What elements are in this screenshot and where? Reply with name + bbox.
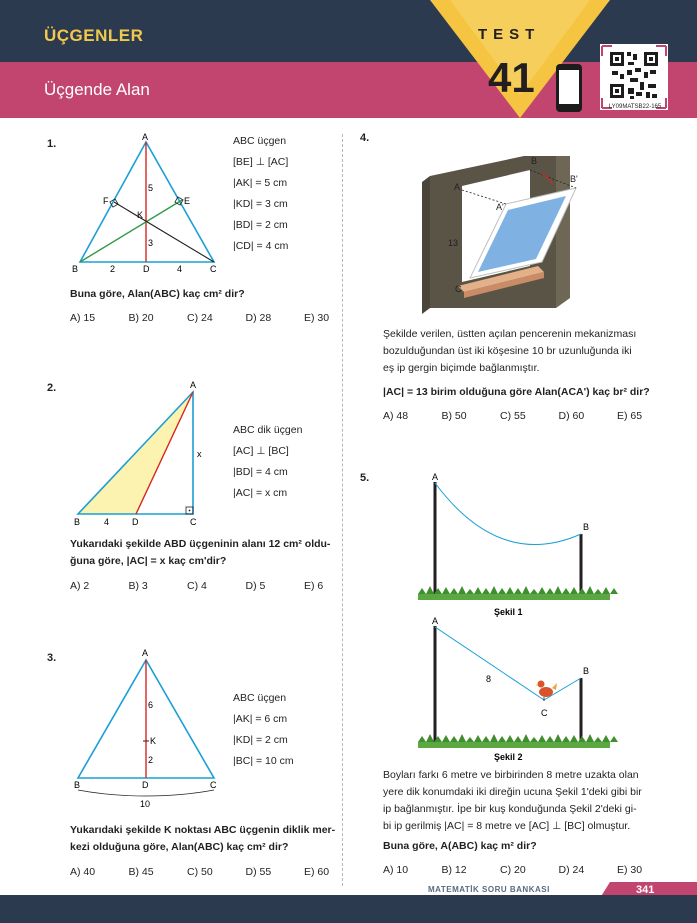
q1-label-bd: 2 xyxy=(110,264,116,274)
question-5-text: Buna göre, A(ABC) kaç m² dir? xyxy=(383,840,537,852)
q1-label-ak: 5 xyxy=(148,183,154,193)
q5-f2-label-b: B xyxy=(583,666,590,676)
question-1-text: Buna göre, Alan(ABC) kaç cm² dir? xyxy=(70,288,245,300)
question-2-number: 2. xyxy=(47,382,57,394)
q5-figure-1-caption: Şekil 1 xyxy=(494,607,523,617)
question-4-number: 4. xyxy=(360,132,370,144)
test-badge-triangle xyxy=(0,0,697,125)
footer-brand: MATEMATİK SORU BANKASI xyxy=(428,885,550,894)
question-1-givens: ABC üçgen [BE] ⊥ [AC] |AK| = 5 cm |KD| = 3 cm |BD| = 2 cm |CD| = 4 cm xyxy=(233,135,289,252)
q5-option-a[interactable]: A) 10 xyxy=(383,864,409,876)
question-2-options xyxy=(70,580,363,592)
q3-label-d: D xyxy=(142,780,149,790)
question-3-text: Yukarıdaki şekilde K noktası ABC üçgenin diklik mer- kezi olduğuna göre, Alan(ABC) kaç cm² dir? xyxy=(70,824,336,853)
q1-label-k: K xyxy=(137,210,144,220)
q1-label-c: C xyxy=(210,264,217,274)
q2-label-b: B xyxy=(74,517,81,527)
question-5-figure-2 xyxy=(410,614,620,764)
q2-option-e[interactable]: E) 6 xyxy=(304,580,324,592)
q3-label-a: A xyxy=(142,648,149,658)
q5-f2-label-len: 8 xyxy=(486,674,492,684)
q3-label-kd: 2 xyxy=(148,755,154,765)
question-3-figure xyxy=(70,644,230,812)
question-1-options xyxy=(70,312,363,324)
q4-option-b[interactable]: B) 50 xyxy=(441,410,467,422)
q4-label-c: C xyxy=(455,284,462,294)
q2-label-c: C xyxy=(190,517,197,527)
q4-label-a1: A' xyxy=(496,202,504,212)
q5-f1-label-b: B xyxy=(583,522,590,532)
q1-label-a: A xyxy=(142,132,149,142)
question-5-paragraph: Boyları farkı 6 metre ve birbirinden 8 metre uzakta olan yere dik konumdaki iki direğin ucuna Şekil 1'deki gibi bir ip bağlanmıştır. İpe bir kuş konduğunda Şekil 2'deki gi- bi ip gerilmiş |AC| = 8 metre ve [AC] ⊥ [BC] olmuştur. xyxy=(383,769,642,832)
qr-code-icon xyxy=(600,44,668,110)
q3-label-bc: 10 xyxy=(140,799,151,809)
bird-icon xyxy=(535,681,557,702)
q2-label-x: x xyxy=(197,449,202,459)
q2-label-bd: 4 xyxy=(104,517,110,527)
q1-option-b[interactable]: B) 20 xyxy=(128,312,154,324)
q2-label-a: A xyxy=(190,380,197,390)
q2-option-c[interactable]: C) 4 xyxy=(187,580,207,592)
q3-option-e[interactable]: E) 60 xyxy=(304,866,330,878)
q2-option-b[interactable]: B) 3 xyxy=(128,580,148,592)
q1-option-c[interactable]: C) 24 xyxy=(187,312,213,324)
q4-label-a: A xyxy=(454,182,461,192)
q4-option-c[interactable]: C) 55 xyxy=(500,410,526,422)
question-2-figure xyxy=(70,374,220,530)
q2-option-a[interactable]: A) 2 xyxy=(70,580,90,592)
q5-option-c[interactable]: C) 20 xyxy=(500,864,526,876)
question-4-paragraph: Şekilde verilen, üstten açılan pencerenin mekanizması bozulduğundan üst iki köşesine 10 br uzunluğunda iki eş ip gergin biçimde bağlanmıştır. xyxy=(383,328,637,374)
q4-label-b: B xyxy=(531,156,538,166)
q1-label-dc: 4 xyxy=(177,264,183,274)
question-5-number: 5. xyxy=(360,472,370,484)
question-3-givens: ABC üçgen |AK| = 6 cm |KD| = 2 cm |BC| = 10 cm xyxy=(233,692,294,767)
q2-label-d: D xyxy=(132,517,139,527)
q4-option-d[interactable]: D) 60 xyxy=(558,410,585,422)
q5-option-b[interactable]: B) 12 xyxy=(441,864,467,876)
q4-option-e[interactable]: E) 65 xyxy=(617,410,643,422)
chapter-title: ÜÇGENLER xyxy=(44,26,144,45)
q3-option-a[interactable]: A) 40 xyxy=(70,866,96,878)
question-2-text: Yukarıdaki şekilde ABD üçgeninin alanı 12 cm² oldu- ğuna göre, |AC| = x kaç cm'dir? xyxy=(70,538,331,567)
q3-label-ak: 6 xyxy=(148,700,154,710)
q3-label-c: C xyxy=(210,780,217,790)
q4-label-len: 13 xyxy=(448,238,459,248)
question-4-figure xyxy=(410,148,630,320)
question-5-options xyxy=(383,864,676,876)
question-1-figure xyxy=(70,130,230,278)
test-label: TEST xyxy=(478,26,541,43)
q1-label-b: B xyxy=(72,264,79,274)
q1-label-f: F xyxy=(103,196,109,206)
q5-f1-label-a: A xyxy=(432,472,439,482)
q3-label-k: K xyxy=(150,736,157,746)
question-3-number: 3. xyxy=(47,652,57,664)
page-number: 341 xyxy=(636,884,655,896)
q4-label-b1: B' xyxy=(570,174,578,184)
q5-option-e[interactable]: E) 30 xyxy=(617,864,643,876)
q3-label-b: B xyxy=(74,780,81,790)
q1-label-kd: 3 xyxy=(148,238,154,248)
q1-option-a[interactable]: A) 15 xyxy=(70,312,96,324)
q3-option-b[interactable]: B) 45 xyxy=(128,866,154,878)
question-5-figure-1 xyxy=(410,470,620,620)
q3-option-d[interactable]: D) 55 xyxy=(245,866,272,878)
q1-option-d[interactable]: D) 28 xyxy=(245,312,272,324)
test-number: 41 xyxy=(488,54,535,101)
q5-f2-label-a: A xyxy=(432,616,439,626)
question-4-options xyxy=(383,410,676,422)
q3-option-c[interactable]: C) 50 xyxy=(187,866,213,878)
question-4-text: |AC| = 13 birim olduğuna göre Alan(ACA') kaç br² dir? xyxy=(383,386,650,398)
question-2-givens: ABC dik üçgen [AC] ⊥ [BC] |BD| = 4 cm |AC| = x cm xyxy=(233,424,303,499)
q2-option-d[interactable]: D) 5 xyxy=(245,580,266,592)
q4-option-a[interactable]: A) 48 xyxy=(383,410,409,422)
qr-code-label: LY09MATSB22-165 xyxy=(608,104,662,110)
column-divider xyxy=(342,134,343,886)
q5-option-d[interactable]: D) 24 xyxy=(558,864,585,876)
question-1-number: 1. xyxy=(47,138,57,150)
q5-figure-2-caption: Şekil 2 xyxy=(494,752,523,762)
q1-label-d: D xyxy=(143,264,150,274)
q5-f2-label-c: C xyxy=(541,708,548,718)
question-3-options xyxy=(70,866,363,878)
q1-option-e[interactable]: E) 30 xyxy=(304,312,330,324)
section-title: Üçgende Alan xyxy=(44,80,150,99)
q1-label-e: E xyxy=(184,196,191,206)
